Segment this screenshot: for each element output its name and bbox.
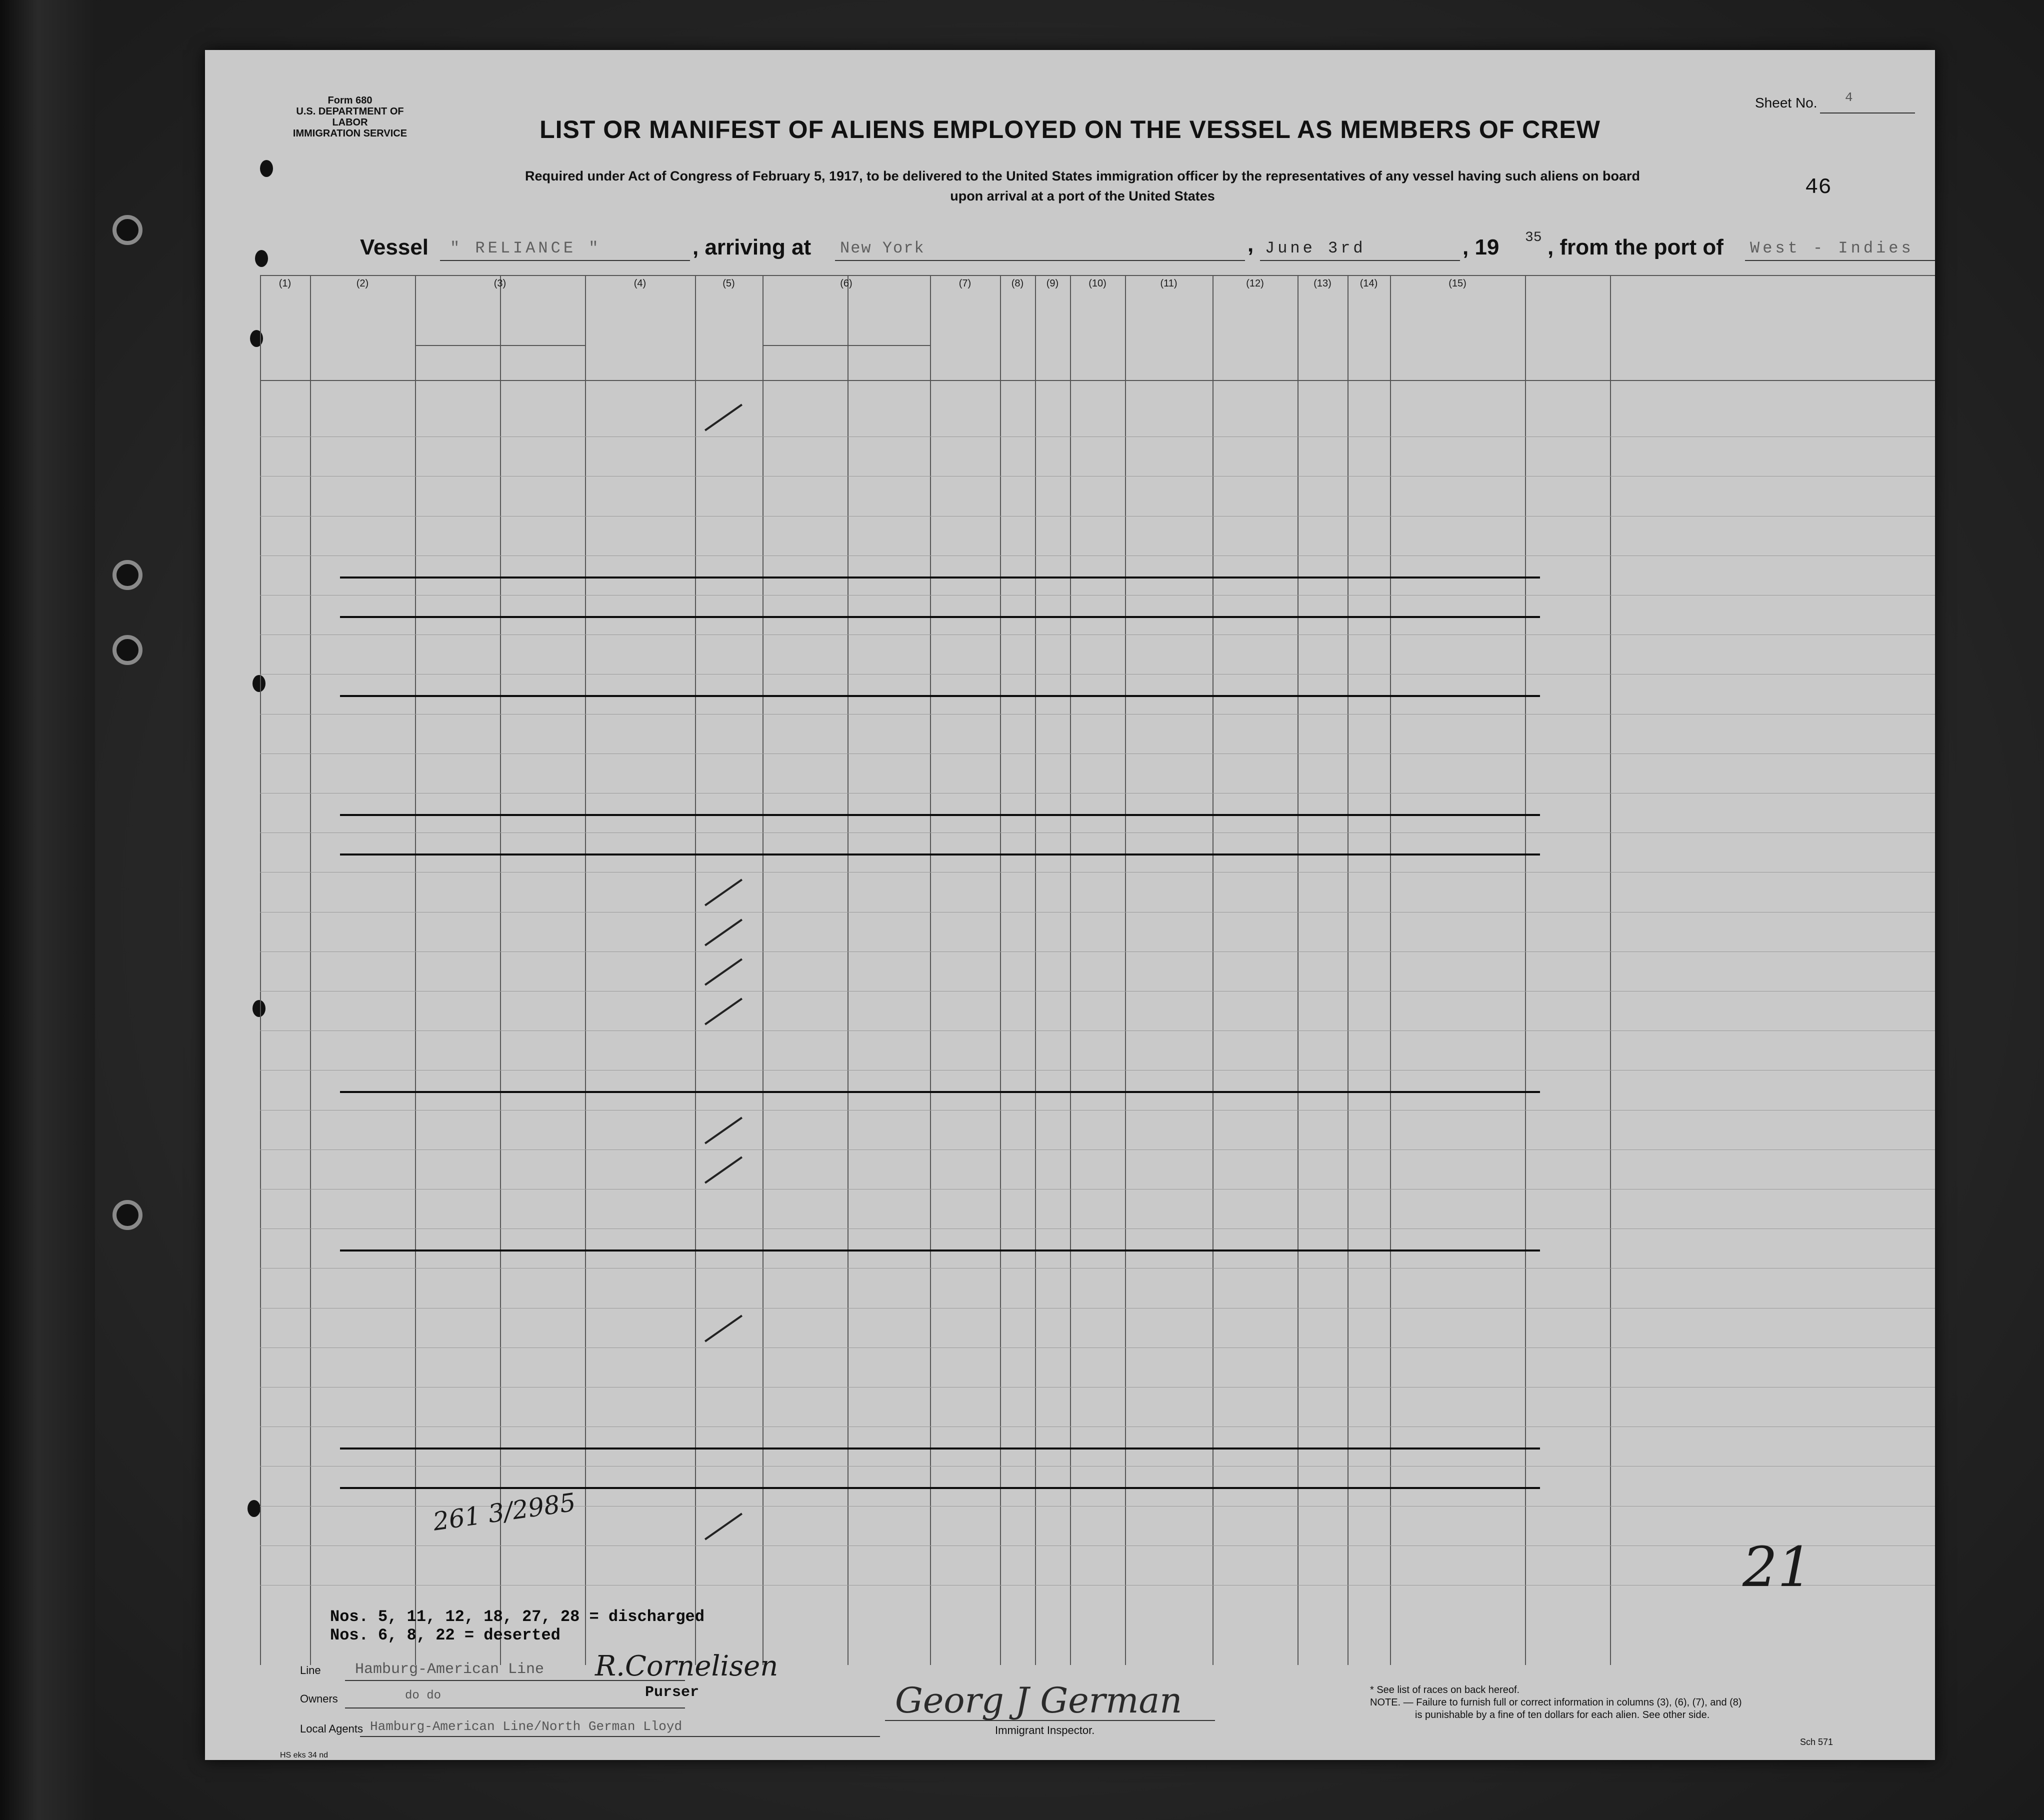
- column-number: (8): [1011, 278, 1024, 289]
- schedule-code: Sch 571: [1800, 1737, 1834, 1747]
- row-rule: [260, 991, 1935, 992]
- column-number: (5): [722, 278, 735, 289]
- column-rule: [1000, 275, 1001, 1665]
- owners-value: do do: [405, 1689, 442, 1702]
- column-rule: [1525, 275, 1526, 1665]
- pencil-tick-mark: [704, 958, 742, 986]
- vessel-label: Vessel: [360, 235, 429, 260]
- vessel-name: " RELIANCE ": [450, 239, 602, 258]
- row-rule: [260, 1228, 1935, 1229]
- strike-through: [340, 695, 1540, 697]
- vessel-underline: [440, 260, 690, 261]
- sheet-number: 4: [1845, 90, 1853, 105]
- sheet-label: Sheet No.: [1755, 95, 1818, 110]
- from-label: , from the port of: [1548, 235, 1724, 260]
- from-underline: [1745, 260, 1935, 261]
- column-rule: [500, 275, 501, 1665]
- column-number: (3): [494, 278, 506, 289]
- page-title: LIST OR MANIFEST OF ALIENS EMPLOYED ON THE VESSEL AS MEMBERS OF CREW: [540, 116, 1600, 144]
- row-rule: [260, 436, 1935, 437]
- strike-through: [340, 1487, 1540, 1489]
- column-number: (7): [958, 278, 972, 289]
- arrival-date: June 3rd: [1265, 239, 1366, 258]
- column-rule: [415, 275, 416, 1665]
- arrival-port: New York: [840, 239, 925, 258]
- form-agency: Form 680 U.S. DEPARTMENT OF LABOR IMMIGRATION SERVICE: [292, 95, 408, 139]
- owners-label: Owners: [300, 1692, 338, 1705]
- fine-note: NOTE. — Failure to furnish full or correct information in columns (3), (6), (7), and (8): [1370, 1697, 1742, 1708]
- row-rule: [260, 1030, 1935, 1031]
- column-rule: [1070, 275, 1071, 1665]
- column-rule: [310, 275, 311, 1665]
- row-rule: [260, 595, 1935, 596]
- header-bottom-rule: [260, 380, 1935, 381]
- binder-hole: [112, 1200, 142, 1230]
- agents-value: Hamburg-American Line/North German Lloyd: [370, 1719, 682, 1734]
- crew-table: [260, 275, 1935, 1665]
- port-underline: [835, 260, 1245, 261]
- punch-hole: [255, 250, 268, 267]
- purser-label: Purser: [645, 1684, 700, 1701]
- header-top-rule: [260, 275, 1935, 276]
- annotation-number: 46: [1805, 175, 1832, 200]
- from-port: West - Indies: [1750, 239, 1914, 258]
- summary-deserted: Nos. 6, 8, 22 = deserted: [330, 1626, 560, 1644]
- agents-underline: [360, 1736, 880, 1737]
- row-rule: [260, 793, 1935, 794]
- shipped-subrule: [762, 345, 930, 346]
- binder-hole: [112, 560, 142, 590]
- column-number: (10): [1088, 278, 1106, 289]
- column-number: (2): [356, 278, 369, 289]
- subtitle: Required under Act of Congress of February 5, 1917, to be delivered to the United States immigration officer by the representatives of any vessel having such aliens on board upon arrival at a port of the United States: [524, 168, 1640, 204]
- punch-hole: [260, 160, 273, 177]
- row-rule: [260, 832, 1935, 833]
- handwritten-count: 21: [1742, 1535, 1812, 1599]
- pencil-tick-mark: [704, 1512, 742, 1540]
- column-rule: [930, 275, 931, 1665]
- pencil-tick-mark: [704, 998, 742, 1026]
- fine-note-continued: is punishable by a fine of ten dollars for each alien. See other side.: [1415, 1710, 1710, 1720]
- column-rule: [585, 275, 586, 1665]
- column-number: (9): [1046, 278, 1059, 289]
- column-number: (4): [634, 278, 646, 289]
- column-number: (13): [1314, 278, 1332, 289]
- form-code: HS eks 34 nd: [280, 1751, 328, 1760]
- strike-through: [340, 1448, 1540, 1450]
- line-value: Hamburg-American Line: [355, 1661, 544, 1678]
- name-subrule: [415, 345, 585, 346]
- date-underline: [1260, 260, 1460, 261]
- pencil-tick-mark: [704, 1156, 742, 1184]
- binder-hole: [112, 215, 142, 245]
- row-rule: [260, 1585, 1935, 1586]
- line-label: Line: [300, 1664, 321, 1676]
- year-suffix: 35: [1525, 230, 1542, 246]
- strike-through: [340, 576, 1540, 578]
- pencil-tick-mark: [704, 918, 742, 946]
- column-rule: [762, 275, 764, 1665]
- inspector-underline: [885, 1720, 1215, 1721]
- column-number: (12): [1246, 278, 1264, 289]
- arriving-label: , arriving at: [692, 235, 812, 260]
- summary-discharged: Nos. 5, 11, 12, 18, 27, 28 = discharged: [330, 1608, 704, 1626]
- inspector-label: Immigrant Inspector.: [995, 1724, 1095, 1736]
- binder-hole: [112, 635, 142, 665]
- binder-edge: [0, 0, 95, 1820]
- column-rule: [260, 275, 261, 1665]
- row-rule: [260, 634, 1935, 635]
- punch-hole: [248, 1500, 260, 1517]
- column-rule: [695, 275, 696, 1665]
- manifest-page: Form 680 U.S. DEPARTMENT OF LABOR IMMIGRATION SERVICE LIST OR MANIFEST OF ALIENS EMPLOYED ON THE VESSEL AS MEMBERS OF CREW Sheet No. 4 Required under Act of Congress of February 5, 1917, to be delivered to the United States immigration officer by the representatives of any vessel having such aliens on board upon arrival at a port of the United States 46 Vessel " RELIANCE " , arriving at New York , June 3rd , 19 35 , from the port of West - Indies (1) (2) (3) (4) (5) (6) (7) (8) (9) (10) (11) (12) (13) (14) (15) Nos. 5, 11, 12, 18, 27, 28 = discharged Nos. 6, 8, 22 = deserted Line Hamburg-American Line R.Cornelisen Purser Owners do do Local Agents Hamburg-American Line/North German Lloyd Georg J German Immigrant Inspector. * See list of races on back hereof. NOTE. — Failure to furnish full or correct information in columns (3), (6), (7), and (8) is punishable by a fine of ten dollars for each alien. See other side. Sch 571 HS eks 34 nd 261 3/2985 21: [205, 50, 1935, 1760]
- strike-through: [340, 854, 1540, 856]
- column-number: (1): [278, 278, 292, 289]
- strike-through: [340, 1091, 1540, 1093]
- purser-signature: R.Cornelisen: [595, 1650, 778, 1682]
- column-rule: [1610, 275, 1611, 1665]
- row-rule: [260, 1189, 1935, 1190]
- agents-label: Local Agents: [300, 1722, 363, 1735]
- inspector-signature: Georg J German: [895, 1680, 1182, 1721]
- column-rule: [1035, 275, 1036, 1665]
- column-number: (6): [840, 278, 852, 289]
- pencil-tick-mark: [704, 879, 742, 906]
- strike-through: [340, 814, 1540, 816]
- row-rule: [260, 1387, 1935, 1388]
- column-rule: [1390, 275, 1391, 1665]
- year-prefix: , 19: [1462, 235, 1500, 260]
- strike-through: [340, 616, 1540, 618]
- pencil-tick-mark: [704, 1116, 742, 1144]
- handwritten-reference: 261 3/2985: [431, 1488, 578, 1536]
- pencil-tick-mark: [704, 1314, 742, 1342]
- column-rule: [1125, 275, 1126, 1665]
- strike-through: [340, 1250, 1540, 1252]
- races-note: * See list of races on back hereof.: [1370, 1684, 1520, 1696]
- row-rule: [260, 1426, 1935, 1427]
- column-number: (11): [1160, 278, 1178, 289]
- column-number: (15): [1448, 278, 1466, 289]
- column-number: (14): [1360, 278, 1378, 289]
- column-rule: [1212, 275, 1214, 1665]
- sheet-underline: [1820, 112, 1915, 114]
- pencil-tick-mark: [704, 404, 742, 432]
